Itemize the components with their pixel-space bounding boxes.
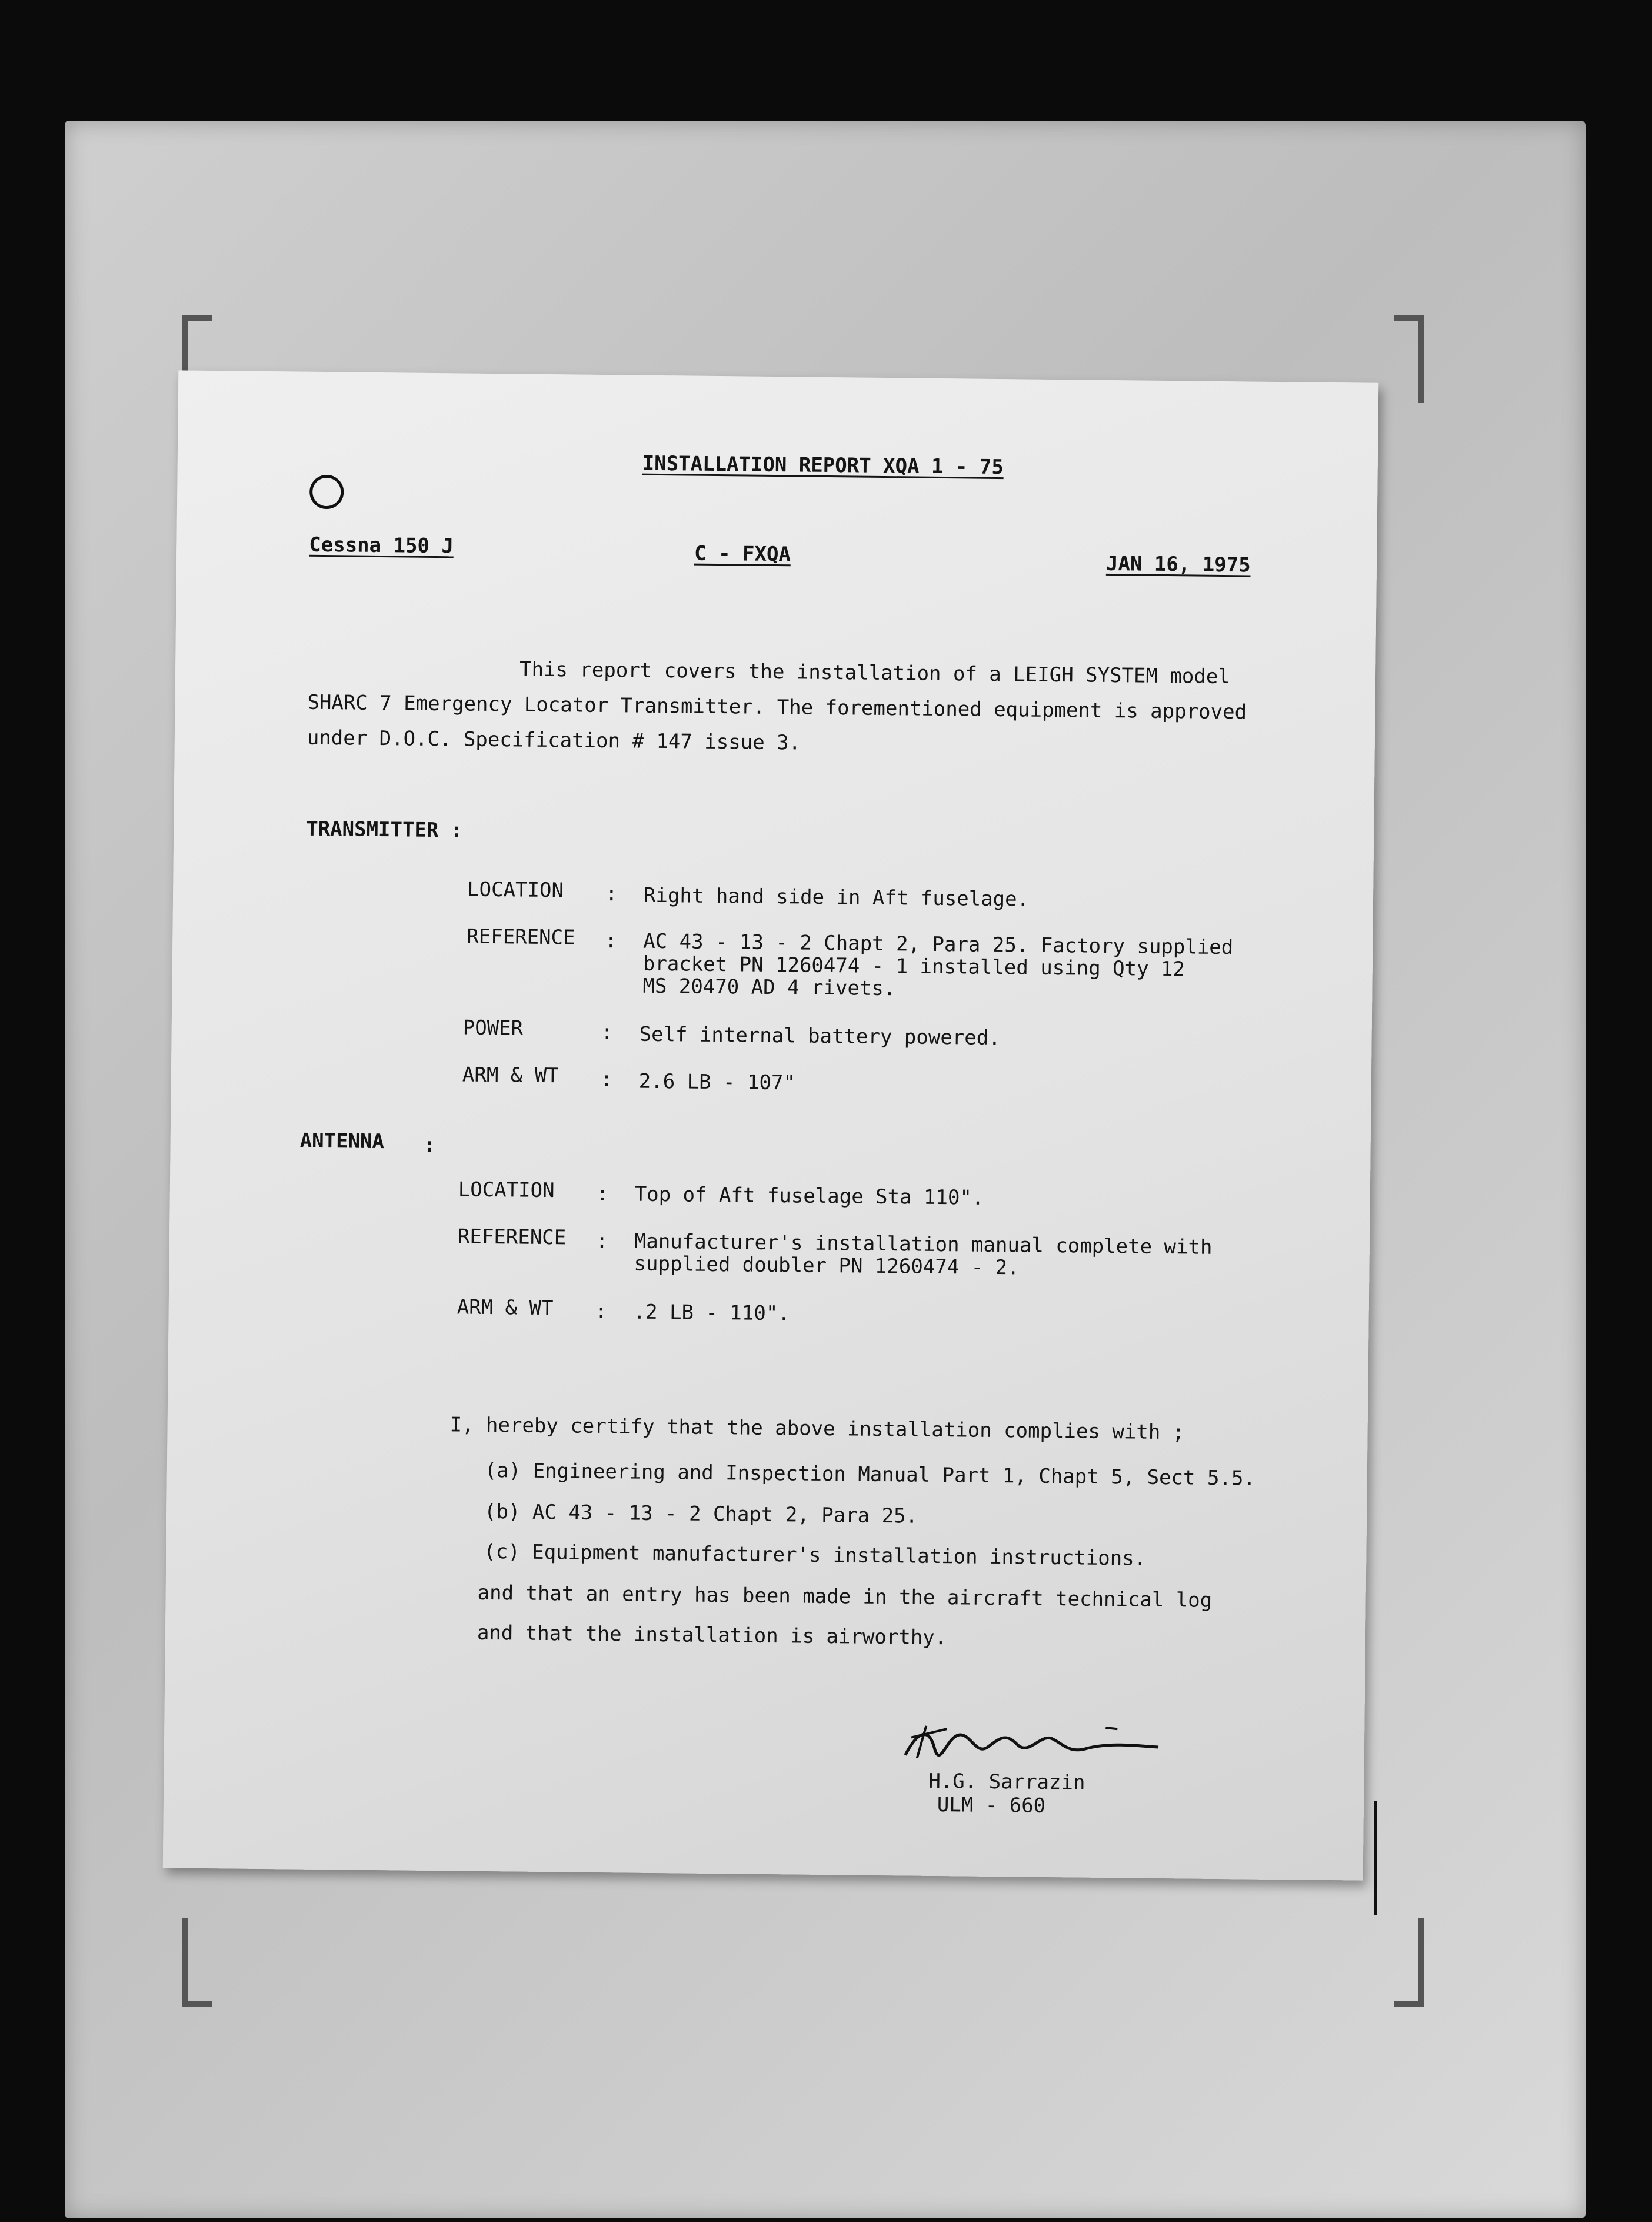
aircraft-type: Cessna 150 J: [309, 533, 454, 558]
report-title: INSTALLATION REPORT XQA 1 - 75: [642, 451, 1004, 480]
antenna-heading: ANTENNA: [299, 1129, 385, 1154]
ant-location-value: Top of Aft fuselage Sta 110".: [634, 1182, 984, 1210]
ant-location-colon: :: [596, 1182, 609, 1206]
tx-armwt-label: ARM & WT: [462, 1063, 559, 1088]
tx-armwt-value: 2.6 LB - 107": [638, 1069, 796, 1095]
signatory-licence: ULM - 660: [937, 1793, 1046, 1818]
tx-location-colon: :: [605, 882, 618, 906]
certification-item-a: (a) Engineering and Inspection Manual Part 1, Chapt 5, Sect 5.5.: [484, 1458, 1256, 1491]
ant-reference-line-2: supplied doubler PN 1260474 - 2.: [634, 1252, 1020, 1280]
ant-location-label: LOCATION: [458, 1177, 555, 1203]
tx-reference-label: REFERENCE: [467, 924, 575, 950]
ant-armwt-label: ARM & WT: [457, 1295, 554, 1320]
report-page: [163, 370, 1379, 1880]
tx-armwt-colon: :: [600, 1067, 613, 1092]
certification-lead: I, hereby certify that the above installation complies with ;: [449, 1413, 1185, 1445]
certification-closing-2: and that the installation is airworthy.: [477, 1621, 947, 1650]
certification-item-c: (c) Equipment manufacturer's installation instructions.: [484, 1539, 1147, 1571]
intro-line-1: This report covers the installation of a LEIGH SYSTEM model: [519, 657, 1230, 689]
tx-reference-line-1: AC 43 - 13 - 2 Chapt 2, Para 25. Factory supplied: [643, 929, 1234, 960]
ant-armwt-value: .2 LB - 110".: [633, 1300, 790, 1326]
ant-reference-label: REFERENCE: [457, 1225, 567, 1250]
intro-line-2: SHARC 7 Emergency Locator Transmitter. The forementioned equipment is approved: [307, 690, 1247, 724]
corner-mark-top-right: [1394, 315, 1424, 403]
edge-line: [1374, 1801, 1377, 1915]
aircraft-registration: C - FXQA: [694, 541, 791, 567]
certification-item-b: (b) AC 43 - 13 - 2 Chapt 2, Para 25.: [484, 1499, 918, 1528]
tx-power-value: Self internal battery powered.: [639, 1022, 1001, 1050]
ant-reference-colon: :: [595, 1229, 608, 1253]
punch-hole: [309, 475, 344, 510]
transmitter-heading: TRANSMITTER :: [306, 817, 463, 843]
corner-mark-bottom-left: [182, 1918, 212, 2007]
report-date: JAN 16, 1975: [1105, 551, 1251, 577]
tx-reference-colon: :: [605, 929, 617, 953]
signatory-name: H.G. Sarrazin: [928, 1769, 1085, 1795]
tx-location-label: LOCATION: [467, 877, 564, 903]
ant-reference-line-1: Manufacturer's installation manual complete with: [634, 1229, 1213, 1259]
tx-power-colon: :: [601, 1020, 614, 1045]
tx-reference-line-3: MS 20470 AD 4 rivets.: [642, 974, 896, 1001]
intro-line-3: under D.O.C. Specification # 147 issue 3.: [307, 726, 801, 755]
tx-power-label: POWER: [462, 1016, 524, 1040]
ant-armwt-colon: :: [595, 1299, 608, 1324]
corner-mark-bottom-right: [1394, 1918, 1424, 2007]
tx-location-value: Right hand side in Aft fuselage.: [643, 883, 1030, 912]
tx-reference-line-2: bracket PN 1260474 - 1 installed using Qty 12: [642, 952, 1185, 982]
antenna-heading-colon: :: [423, 1133, 436, 1157]
certification-closing-1: and that an entry has been made in the aircraft technical log: [477, 1581, 1213, 1612]
